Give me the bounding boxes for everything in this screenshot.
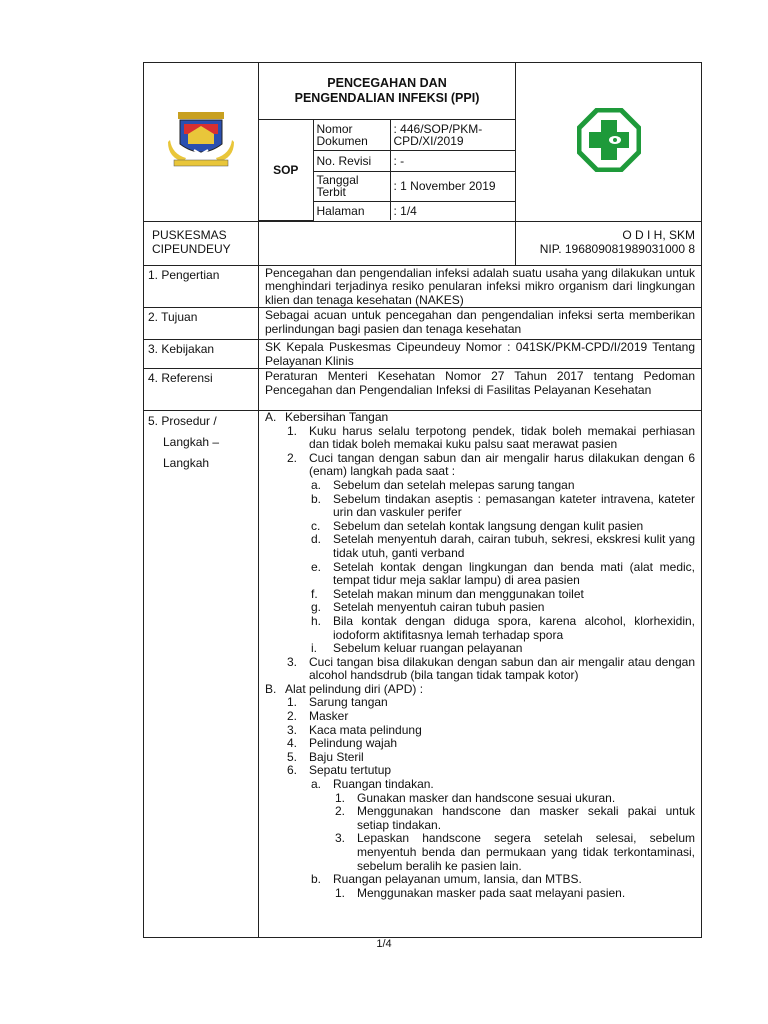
document-title <box>259 63 516 120</box>
procedure-item <box>265 411 695 425</box>
procedure-item-marker: 5. <box>287 749 298 764</box>
procedure-item-text: Sebelum keluar ruangan pelayanan <box>333 641 523 656</box>
section-label-referensi: 4. Referensi <box>144 369 259 411</box>
meta-value-nomor: : 446/SOP/PKM-CPD/XI/2019 <box>390 120 515 150</box>
procedure-item-text: Masker <box>309 709 349 724</box>
section-label-pengertian: 1. Pengertian <box>144 265 259 308</box>
procedure-item-text: Alat pelindung diri (APD) : <box>285 681 424 696</box>
procedure-item-marker: f. <box>311 586 318 601</box>
procedure-item-marker: A. <box>265 410 277 424</box>
procedure-item-marker: 1. <box>287 695 298 710</box>
procedure-item <box>265 615 695 642</box>
procedure-item-text: Setelah menyentuh darah, cairan tubuh, sekresi, ekskresi kulit yang tidak utuh, ganti verband <box>333 532 695 560</box>
section-label-prosedur <box>144 411 259 938</box>
procedure-item <box>265 520 695 534</box>
procedure-item-marker: 3. <box>287 654 298 669</box>
title-line-1: PENCEGAHAN DAN <box>327 76 447 90</box>
procedure-item-marker: d. <box>311 532 322 547</box>
procedure-item-text: Setelah menyentuh cairan tubuh pasien <box>333 600 545 615</box>
procedure-item-text: Setelah kontak dengan lingkungan dan benda mati (alat medic, tempat tidur meja saklar lampu) di area pasien <box>333 559 695 588</box>
meta-label-revisi: No. Revisi <box>313 150 390 171</box>
prosedur-label-line-3: Langkah <box>163 456 210 470</box>
procedure-item <box>265 792 695 806</box>
kabupaten-sumedang-logo <box>166 110 236 170</box>
procedure-item <box>265 710 695 724</box>
procedure-item-marker: 2. <box>287 450 298 465</box>
procedure-item <box>265 887 695 901</box>
procedure-item-marker: 2. <box>287 709 298 724</box>
procedure-item <box>265 452 695 479</box>
procedure-item <box>265 656 695 683</box>
procedure-item-marker: b. <box>311 491 322 506</box>
right-logo-cell <box>516 63 702 222</box>
procedure-item-marker: c. <box>311 518 321 533</box>
procedure-item <box>265 533 695 560</box>
procedure-item-marker: h. <box>311 613 322 628</box>
left-logo-cell <box>144 63 259 222</box>
procedure-item-text: Ruangan pelayanan umum, lansia, dan MTBS. <box>333 872 582 887</box>
procedure-item-text: Kaca mata pelindung <box>309 722 422 737</box>
puskesmas-cross-logo-icon <box>577 108 641 172</box>
procedure-item-marker: i. <box>311 641 317 656</box>
procedure-item-text: Pelindung wajah <box>309 736 398 751</box>
title-line-2: PENGENDALIAN INFEKSI (PPI) <box>294 91 480 105</box>
procedure-item-text: Kebersihan Tangan <box>285 410 389 424</box>
org-name-line-2: CIPEUNDEUY <box>152 241 231 256</box>
meta-label-nomor: Nomor Dokumen <box>313 120 390 150</box>
procedure-item <box>265 778 695 792</box>
procedure-item-text: Sepatu tertutup <box>309 763 392 778</box>
sop-label: SOP <box>259 120 313 220</box>
prosedur-content <box>259 411 702 938</box>
procedure-item-marker: 6. <box>287 763 298 778</box>
procedure-item-marker: a. <box>311 777 322 792</box>
procedure-item-text: Menggunakan handscone dan masker sekali pakai untuk setiap tindakan. <box>357 804 695 832</box>
procedure-item <box>265 751 695 765</box>
org-name-line-1: PUSKESMAS <box>152 227 227 242</box>
procedure-item-text: Sebelum dan setelah kontak langsung dengan kulit pasien <box>333 518 644 533</box>
procedure-item <box>265 588 695 602</box>
procedure-item <box>265 601 695 615</box>
procedure-item <box>265 425 695 452</box>
section-text-pengertian: Pencegahan dan pengendalian infeksi adalah suatu usaha yang dilakukan untuk menghindari terjadinya resiko penularan infeksi mikro organism dari lingkungan klien dan tenaga kesehatan (NAKES) <box>259 265 702 308</box>
signer-name: O D I H, SKM <box>622 227 695 242</box>
procedure-item-marker: 3. <box>287 722 298 737</box>
procedure-item-marker: b. <box>311 872 322 887</box>
org-name-cell <box>144 221 259 265</box>
sop-document-table <box>143 62 702 938</box>
blank-cell <box>259 221 516 265</box>
procedure-item <box>265 479 695 493</box>
procedure-item-text: Sarung tangan <box>309 695 388 710</box>
procedure-item <box>265 832 695 873</box>
procedure-item-text: Ruangan tindakan. <box>333 777 434 792</box>
meta-label-halaman: Halaman <box>313 201 390 220</box>
procedure-item-text: Gunakan masker dan handscone sesuai ukuran. <box>357 790 616 805</box>
procedure-item-marker: 2. <box>335 804 346 819</box>
meta-value-halaman: : 1/4 <box>390 201 515 220</box>
procedure-item <box>265 683 695 697</box>
meta-value-revisi: : - <box>390 150 515 171</box>
procedure-item <box>265 737 695 751</box>
procedure-item <box>265 696 695 710</box>
signer-nip: NIP. 196809081989031000 8 <box>539 241 695 256</box>
meta-cell <box>259 120 516 222</box>
section-text-tujuan: Sebagai acuan untuk pencegahan dan pengendalian infeksi serta memberikan perlindungan bagi pasien dan tenaga kesehatan <box>259 308 702 340</box>
section-label-kebijakan: 3. Kebijakan <box>144 340 259 369</box>
procedure-item-marker: 1. <box>335 885 346 900</box>
prosedur-label-line-1: 5. Prosedur / <box>148 414 217 428</box>
section-text-kebijakan: SK Kepala Puskesmas Cipeundeuy Nomor : 041SK/PKM-CPD/I/2019 Tentang Pelayanan Klinis <box>259 340 702 369</box>
procedure-item <box>265 873 695 887</box>
procedure-item-text: Lepaskan handscone segera setelah selesai, sebelum menyentuh benda dan permukaan yang tidak terkontaminasi, sebelum beralih ke pasien lain. <box>357 831 695 873</box>
procedure-item <box>265 642 695 656</box>
procedure-item <box>265 805 695 832</box>
page-number-footer: 1/4 <box>376 938 392 950</box>
procedure-item-marker: 4. <box>287 736 298 751</box>
meta-label-tanggal: Tanggal Terbit <box>313 171 390 201</box>
procedure-item-marker: g. <box>311 600 322 615</box>
procedure-item-text: Cuci tangan dengan sabun dan air mengalir harus dilakukan dengan 6 (enam) langkah pada saat : <box>309 450 695 479</box>
procedure-item-marker: 3. <box>335 831 346 846</box>
procedure-item-text: Kuku harus selalu terpotong pendek, tidak boleh memakai perhiasan dan tidak boleh memakai kuku palsu saat merawat pasien <box>309 423 695 452</box>
section-label-tujuan: 2. Tujuan <box>144 308 259 340</box>
procedure-item <box>265 764 695 778</box>
procedure-item-marker: 1. <box>287 423 298 438</box>
procedure-item-text: Sebelum tindakan aseptis : pemasangan kateter intravena, kateter urin dan vaskuler perifer <box>333 491 695 520</box>
procedure-item-marker: 1. <box>335 790 346 805</box>
signature-cell <box>516 221 702 265</box>
procedure-item <box>265 493 695 520</box>
procedure-item <box>265 561 695 588</box>
meta-value-tanggal: : 1 November 2019 <box>390 171 515 201</box>
procedure-item-text: Baju Steril <box>309 749 364 764</box>
procedure-item-marker: e. <box>311 559 322 574</box>
procedure-item <box>265 724 695 738</box>
procedure-item-text: Cuci tangan bisa dilakukan dengan sabun dan air mengalir atau dengan alcohol handsdrub (bila tangan tidak tampak kotor) <box>309 654 695 683</box>
procedure-item-text: Sebelum dan setelah melepas sarung tangan <box>333 477 575 492</box>
document-meta-table <box>259 120 515 221</box>
procedure-item-text: Menggunakan masker pada saat melayani pasien. <box>357 885 626 900</box>
section-text-referensi: Peraturan Menteri Kesehatan Nomor 27 Tahun 2017 tentang Pedoman Pencegahan dan Pengendalian Infeksi di Fasilitas Pelayanan Kesehatan <box>259 369 702 411</box>
procedure-item-marker: a. <box>311 477 322 492</box>
procedure-item-marker: B. <box>265 681 277 696</box>
procedure-item-text: Bila kontak dengan diduga spora, karena alcohol, klorhexidin, iodoform aktifitasnya lemah terhadap spora <box>333 613 695 642</box>
prosedur-label-line-2: Langkah – <box>163 435 220 449</box>
procedure-item-text: Setelah makan minum dan menggunakan toilet <box>333 586 584 601</box>
